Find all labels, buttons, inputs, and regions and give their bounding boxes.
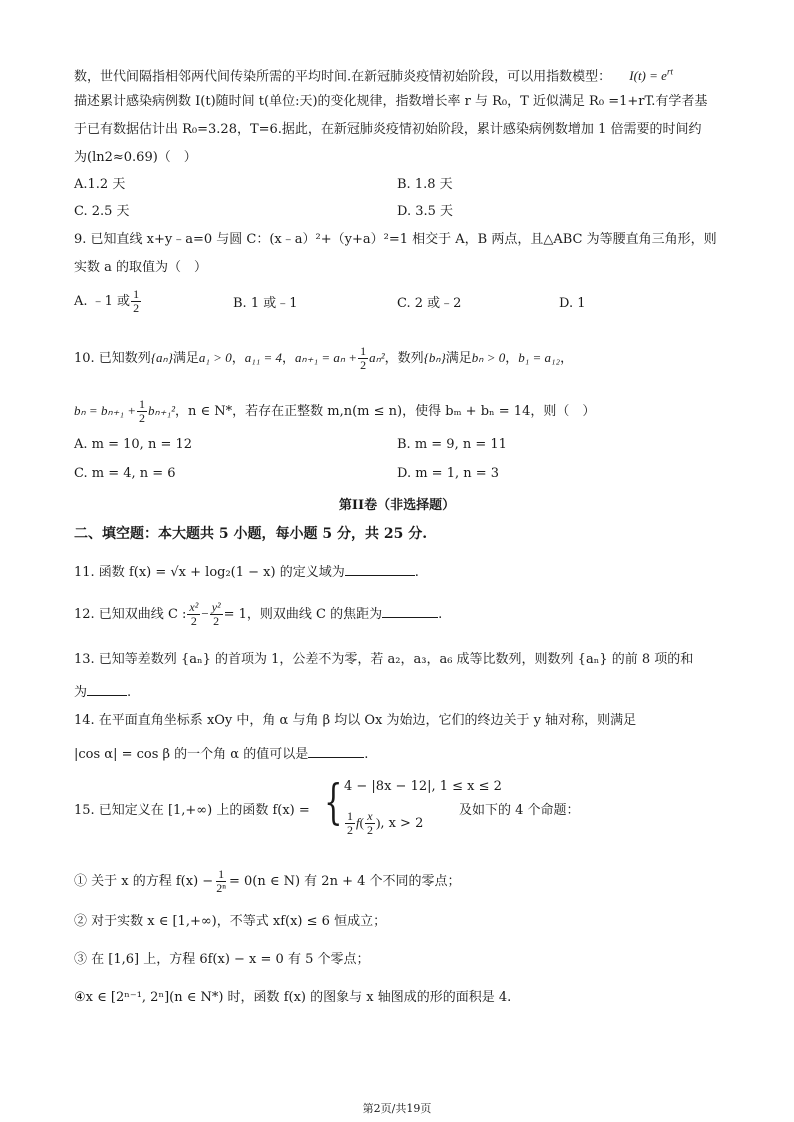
q15-piecewise-brace: { (324, 774, 343, 830)
q12-answer-blank[interactable] (382, 603, 438, 618)
q11-line: 11. 函数 f(x) = √x + log₂(1 − x) 的定义域为 . (74, 561, 419, 582)
q13-line-1: 13. 已知等差数列 {aₙ} 的首项为 1，公差不为零，若 a₂，a₃，a₆ 成等比数列，则数列 {aₙ} 的前 8 项的和 (74, 652, 694, 667)
q15-proposition-4: ④x ∈ [2ⁿ⁻¹, 2ⁿ](n ∈ N*) 时，函数 f(x) 的图象与 x 轴图成的形的面积是 4. (74, 990, 512, 1005)
q8-model-formula: $I(t) = e^{rt}$ (629, 67, 673, 84)
part-two-title: 第II卷（非选择题） (338, 498, 456, 513)
q8-option-b: B. 1.8 天 (397, 177, 453, 192)
q9-option-c: C. 2 或﹣2 (397, 296, 462, 311)
q8-line-3: 于已有数据估计出 R₀=3.28，T=6.据此，在新冠肺炎疫情初始阶段，累计感染病例数增加 1 倍需要的时间约 (74, 122, 702, 137)
q15-case-2: $\frac{1}{2}$ f( $\frac{x}{2}$ ), x > 2 (347, 809, 424, 837)
q15-proposition-1: ① 关于 x 的方程 f(x) − $\frac{1}{\text{2ⁿ}}$ = 0(n ∈ N) 有 2n + 4 个不同的零点； (74, 867, 461, 895)
q15-proposition-2: ② 对于实数 x ∈ [1,+∞)，不等式 xf(x) ≤ 6 恒成立； (74, 914, 387, 929)
q9-line-1: 9. 已知直线 x+y﹣a=0 与圆 C：(x﹣a）²+（y+a）²=1 相交于 A，B 两点，且△ABC 为等腰直角三角形，则 (74, 232, 717, 247)
q9-option-d: D. 1 (559, 296, 586, 311)
q8-text: 数，世代间隔指相邻两代间传染所需的平均时间.在新冠肺炎疫情初始阶段，可以用指数模型： (74, 69, 612, 85)
q13-answer-blank[interactable] (87, 681, 127, 696)
q8-option-a: A.1.2 天 (74, 177, 126, 192)
q15-intro-tail: 及如下的 4 个命题： (459, 803, 580, 818)
q9-option-a: A. ﹣1 或 $\frac{1}{2}$ (74, 287, 140, 315)
q12-line: 12. 已知双曲线 C : $\frac{\text{x²}}{2}$ − $\frac{\text{y²}}{2}$ = 1，则双曲线 C 的焦距为 . (74, 600, 443, 628)
q10-half-fraction-2: $\frac{1}{2}$ (139, 397, 146, 425)
q15-line: 15. 已知定义在 [1,+∞) 上的函数 f(x) = (74, 803, 310, 818)
q8-line-4: 为(ln2≈0.69)（ ） (74, 150, 197, 165)
q8-option-d: D. 3.5 天 (397, 204, 454, 219)
q14-line-2: |cos α| = cos β 的一个角 α 的值可以是 . (74, 743, 368, 764)
q14-line-1: 14. 在平面直角坐标系 xOy 中，角 α 与角 β 均以 Ox 为始边，它们的终边关于 y 轴对称，则满足 (74, 713, 637, 728)
q8-option-c: C. 2.5 天 (74, 204, 130, 219)
q12-fraction-y: $\frac{\text{y²}}{2}$ (211, 600, 221, 628)
q11-answer-blank[interactable] (345, 561, 415, 576)
q9-line-2: 实数 a 的取值为（ ） (74, 260, 208, 275)
q10-option-a: A. m = 10, n = 12 (74, 437, 193, 452)
q9-option-a-fraction: $\frac{1}{2}$ (133, 287, 140, 315)
q8-line-1 (74, 63, 673, 86)
page-footer: 第2页/共19页 (362, 1102, 432, 1115)
q10-line-2: bₙ = bₙ₊₁ + $\frac{1}{2}$ bₙ₊₁²，n ∈ N*，若存在正整数 m,n(m ≤ n)，使得 bₘ + bₙ = 14，则（ ） (74, 397, 596, 425)
q10-line-1: 10. 已知数列{aₙ}满足a₁ > 0，a₁₁ = 4，aₙ₊₁ = aₙ + $\frac{1}{2}$ aₙ²，数列{bₙ}满足bₙ > 0，b₁ = a₁₂， (74, 344, 574, 372)
q10-half-fraction: $\frac{1}{2}$ (360, 344, 367, 372)
q15-case-1: 4 − |8x − 12|, 1 ≤ x ≤ 2 (344, 779, 502, 794)
section-two-heading: 二、填空题：本大题共 5 小题，每小题 5 分，共 25 分. (74, 526, 428, 542)
q8-line-2: 描述累计感染病例数 I(t)随时间 t(单位:天)的变化规律，指数增长率 r 与 R₀，T 近似满足 R₀ =1+rT.有学者基 (74, 94, 708, 109)
q10-option-d: D. m = 1, n = 3 (397, 466, 500, 481)
q13-line-2: 为 . (74, 681, 131, 702)
q12-fraction-x: $\frac{\text{x²}}{2}$ (189, 600, 199, 628)
q9-option-b: B. 1 或﹣1 (233, 296, 298, 311)
q15-proposition-3: ③ 在 [1,6] 上，方程 6f(x) − x = 0 有 5 个零点； (74, 952, 370, 967)
q10-option-c: C. m = 4, n = 6 (74, 466, 176, 481)
q14-answer-blank[interactable] (308, 743, 364, 758)
q10-option-b: B. m = 9, n = 11 (397, 437, 507, 452)
